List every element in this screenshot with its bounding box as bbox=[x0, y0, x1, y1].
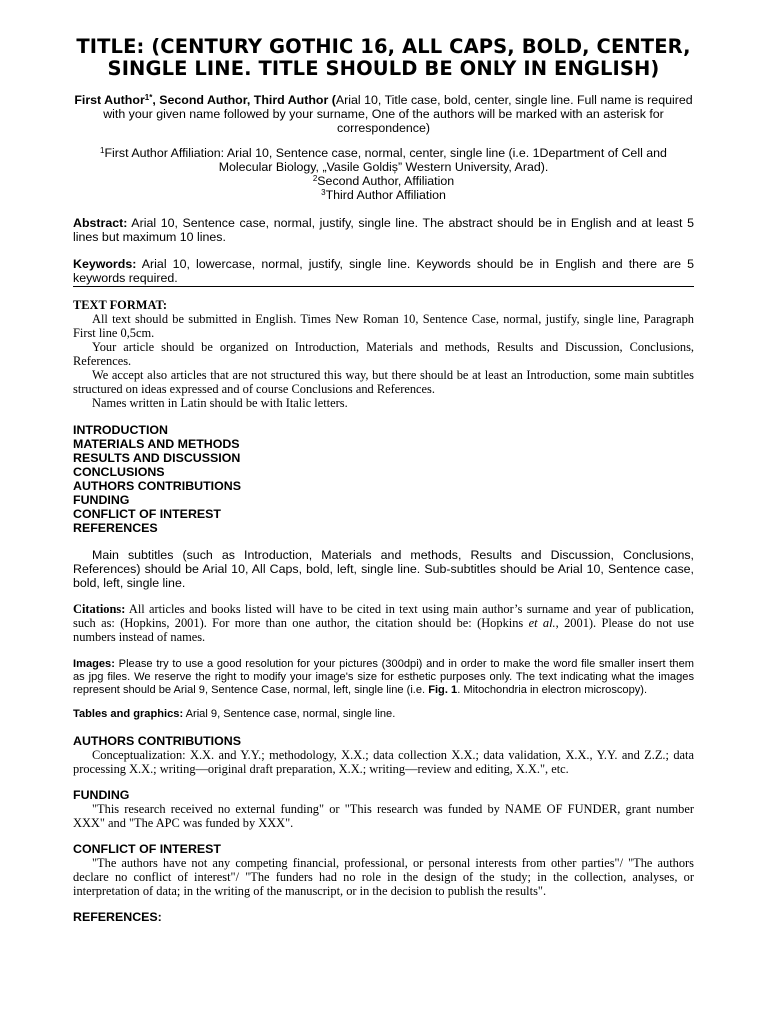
document-page bbox=[73, 36, 694, 924]
references-heading: REFERENCES: bbox=[73, 910, 162, 924]
subtitle-authors-contributions: AUTHORS CONTRIBUTIONS bbox=[73, 479, 241, 493]
tables-label: Tables and graphics: bbox=[73, 708, 184, 720]
et-al-italic: et al. bbox=[528, 616, 556, 630]
text-format-paragraph-1: All text should be submitted in English. Times New Roman 10, Sentence Case, normal, justify, single line, Paragraph First line 0,5cm. bbox=[73, 312, 694, 340]
images-paragraph: Images: Please try to use a good resolution for your pictures (300dpi) and in order to make the word file smaller insert them as jpg files. We reserve the right to modify your image's size for esthetic purposes only. The text indicating what the images represent should be Arial 9, Sentence Case, normal, left, single line (i.e. Fig. 1. Mitochondria in electron microscopy). bbox=[73, 658, 694, 696]
images-label: Images: bbox=[73, 658, 115, 670]
subtitle-conclusions: CONCLUSIONS bbox=[73, 465, 165, 479]
abstract-label: Abstract: bbox=[73, 216, 128, 230]
citations-label: Citations: bbox=[73, 602, 126, 616]
tables-paragraph: Tables and graphics: Arial 9, Sentence case, normal, single line. bbox=[73, 708, 396, 720]
keywords-label: Keywords: bbox=[73, 257, 137, 271]
paper-title: TITLE: (CENTURY GOTHIC 16, ALL CAPS, BOLD, CENTER, SINGLE LINE. TITLE SHOULD BE ONLY IN ENGLISH) bbox=[76, 35, 691, 80]
keywords-text: Arial 10, lowercase, normal, justify, single line. Keywords should be in English and there are 5 keywords required. bbox=[73, 257, 694, 285]
first-author: First Author bbox=[74, 93, 145, 107]
text-format-paragraph-2: Your article should be organized on Introduction, Materials and methods, Results and Discussion, Conclusions, References. bbox=[73, 340, 694, 368]
funding-heading: FUNDING bbox=[73, 788, 130, 802]
fig-label: Fig. 1 bbox=[428, 684, 458, 696]
subtitle-list bbox=[73, 423, 694, 535]
funding-text: "This research received no external funding" or "This research was funded by NAME OF FUNDER, grant number XXX" and "The APC was funded by XXX". bbox=[73, 802, 694, 830]
conflict-text: "The authors have not any competing financial, professional, or personal interests from other parties"/ "The authors declare no conflict of interest"/ "The funders had no role in the design of the study; in the collection, analyses, or interpretation of data; in the writing of the manuscript, or in the decision to publish the results". bbox=[73, 856, 694, 898]
authors-contributions-text: Conceptualization: X.X. and Y.Y.; methodology, X.X.; data collection X.X.; data validation, X.X., Y.Y. and Z.Z.; data processing X.X.; writing—original draft preparation, X.X.; writing—review and editing, X.X.", etc. bbox=[73, 748, 694, 776]
main-subtitles-paragraph: Main subtitles (such as Introduction, Materials and methods, Results and Discussion, Conclusions, References) should be Arial 10, All Caps, bold, left, single line. Sub-subtitles should be Arial 10, Sentence case, bold, left, single line. bbox=[73, 548, 694, 590]
other-authors: , Second Author, Third Author ( bbox=[152, 93, 336, 107]
subtitle-funding: FUNDING bbox=[73, 493, 130, 507]
text-format-paragraph-3: We accept also articles that are not structured this way, but there should be at least an Introduction, some main subtitles structured on ideas expressed and of course Conclusions and References. bbox=[73, 368, 694, 396]
abstract bbox=[73, 216, 694, 244]
affiliation-2: $^2$Second Author, Affiliation bbox=[312, 174, 455, 188]
author-format-description: Arial 10, Title case, bold, center, single line. Full name is required with your given name followed by your surname, One of the authors will be marked with an asterisk for correspondence) bbox=[103, 93, 693, 135]
affiliation-1: $^1$First Author Affiliation: Arial 10, Sentence case, normal, center, single line (i.e. 1Department of Cell and Molecular Biology, „Vasile Goldiș” Western University, Arad). bbox=[100, 146, 667, 174]
first-author-superscript: 1* bbox=[144, 93, 153, 102]
conflict-heading: CONFLICT OF INTEREST bbox=[73, 842, 221, 856]
subtitle-conflict-of-interest: CONFLICT OF INTEREST bbox=[73, 507, 221, 521]
subtitle-introduction: INTRODUCTION bbox=[73, 423, 168, 437]
author-line bbox=[73, 93, 694, 135]
authors-contributions-heading: AUTHORS CONTRIBUTIONS bbox=[73, 734, 241, 748]
subtitle-references: REFERENCES bbox=[73, 521, 158, 535]
text-format-paragraph-4: Names written in Latin should be with Italic letters. bbox=[92, 396, 348, 410]
citations-paragraph: Citations: All articles and books listed will have to be cited in text using main author’s surname and year of publication, such as: (Hopkins, 2001). For more than one author, the citation should be: (Hopkins et al., 2001). Please do not use numbers instead of names. bbox=[73, 602, 694, 644]
affiliation-3: $^3$Third Author Affiliation bbox=[321, 188, 446, 202]
text-format-heading: TEXT FORMAT: bbox=[73, 298, 167, 312]
affiliations bbox=[73, 146, 694, 202]
keywords bbox=[73, 257, 694, 287]
abstract-text: Arial 10, Sentence case, normal, justify, single line. The abstract should be in English and at least 5 lines but maximum 10 lines. bbox=[73, 216, 694, 244]
subtitle-materials-methods: MATERIALS AND METHODS bbox=[73, 437, 240, 451]
subtitle-results-discussion: RESULTS AND DISCUSSION bbox=[73, 451, 241, 465]
